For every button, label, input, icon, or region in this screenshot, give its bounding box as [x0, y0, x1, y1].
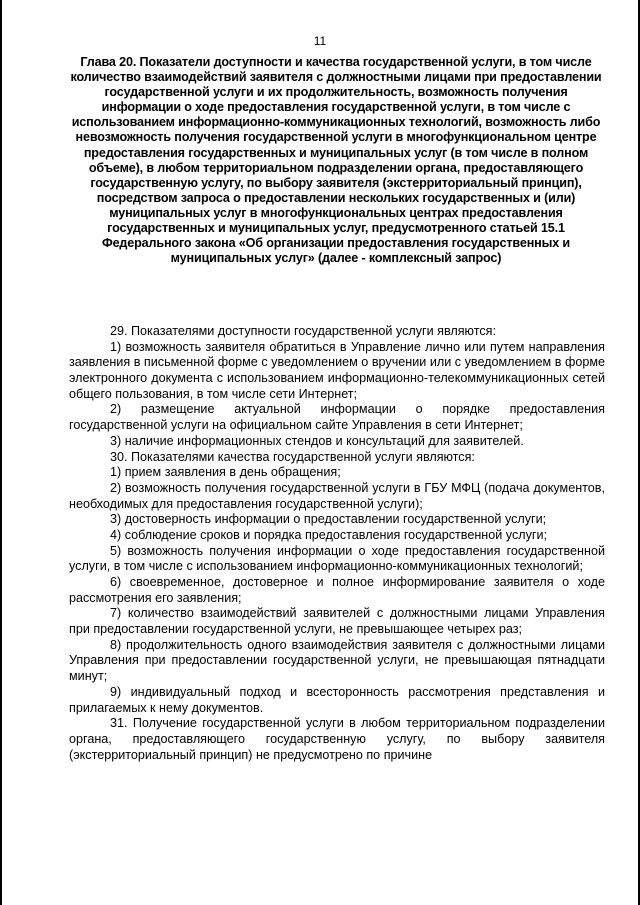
paragraph: 1) возможность заявителя обратиться в Управление лично или путем направления заявления в письменной форме с уведомлением о вручении или с уведомлением в форме электронного документа с использованием информационно-телекоммуникационных сетей общего пользования, в том числе сети Интернет;	[69, 339, 605, 401]
paragraph: 2) возможность получения государственной услуги в ГБУ МФЦ (подача документов, необходимых для предоставления государственной услуги);	[69, 480, 605, 511]
paragraph: 4) соблюдение сроков и порядка предоставления государственной услуги;	[110, 527, 548, 542]
paragraph: 1) прием заявления в день обращения;	[110, 465, 341, 480]
page-number: 11	[313, 34, 327, 48]
paragraph: 5) возможность получения информации о ходе предоставления государственной услуги, в том числе с использованием информационно-коммуникационных технологий;	[69, 543, 605, 574]
chapter-heading: Глава 20. Показатели доступности и качества государственной услуги, в том числе количество взаимодействий заявителя с должностными лицами при предоставлении государственной услуги и их продолжительность, возможность получения информации о ходе предоставления государственной услуги, в том числе с использованием информационно-коммуникационных технологий, возможность либо невозможность получения государственной услуги в многофункциональном центре предоставления государственных и муниципальных услуг (в том числе в полном объеме), в любом территориальном подразделении органа, предоставляющего государственную услугу, по выбору заявителя (экстерриториальный принцип), посредством запроса о предоставлении нескольких государственных и (или) муниципальных услуг в многофункциональных центрах предоставления государственных и муниципальных услуг, предусмотренного статьей 15.1 Федерального закона «Об организации предоставления государственных и муниципальных услуг» (далее - комплексный запрос)	[70, 55, 602, 266]
paragraph: 9) индивидуальный подход и всесторонность рассмотрения представления и прилагаемых к нему документов.	[69, 684, 605, 715]
paragraph: 30. Показателями качества государственной услуги являются:	[110, 449, 475, 464]
paragraph: 29. Показателями доступности государственной услуги являются:	[110, 324, 496, 338]
paragraph: 8) продолжительность одного взаимодействия заявителя с должностными лицами Управления при предоставлении государственной услуги, не превышающая пятнадцати минут;	[69, 637, 605, 684]
paragraph: 6) своевременное, достоверное и полное информирование заявителя о ходе рассмотрения его заявления;	[69, 575, 605, 605]
paragraph: 3) достоверность информации о предоставлении государственной услуги;	[110, 512, 547, 527]
document-body	[69, 324, 605, 763]
paragraph: 31. Получение государственной услуги в любом территориальном подразделении органа, предоставляющего государственную услугу, по выбору заявителя (экстерриториальный принцип) не предусмотрено по причине	[69, 716, 605, 762]
paragraph: 7) количество взаимодействий заявителей с должностными лицами Управления при предоставлении государственной услуги, не превышающее четырех раз;	[69, 606, 605, 637]
paragraph: 2) размещение актуальной информации о порядке предоставления государственной услуги на официальном сайте Управления в сети Интернет;	[69, 402, 605, 433]
scan-left-border	[0, 0, 2, 905]
paragraph: 3) наличие информационных стендов и консультаций для заявителей.	[110, 433, 524, 448]
